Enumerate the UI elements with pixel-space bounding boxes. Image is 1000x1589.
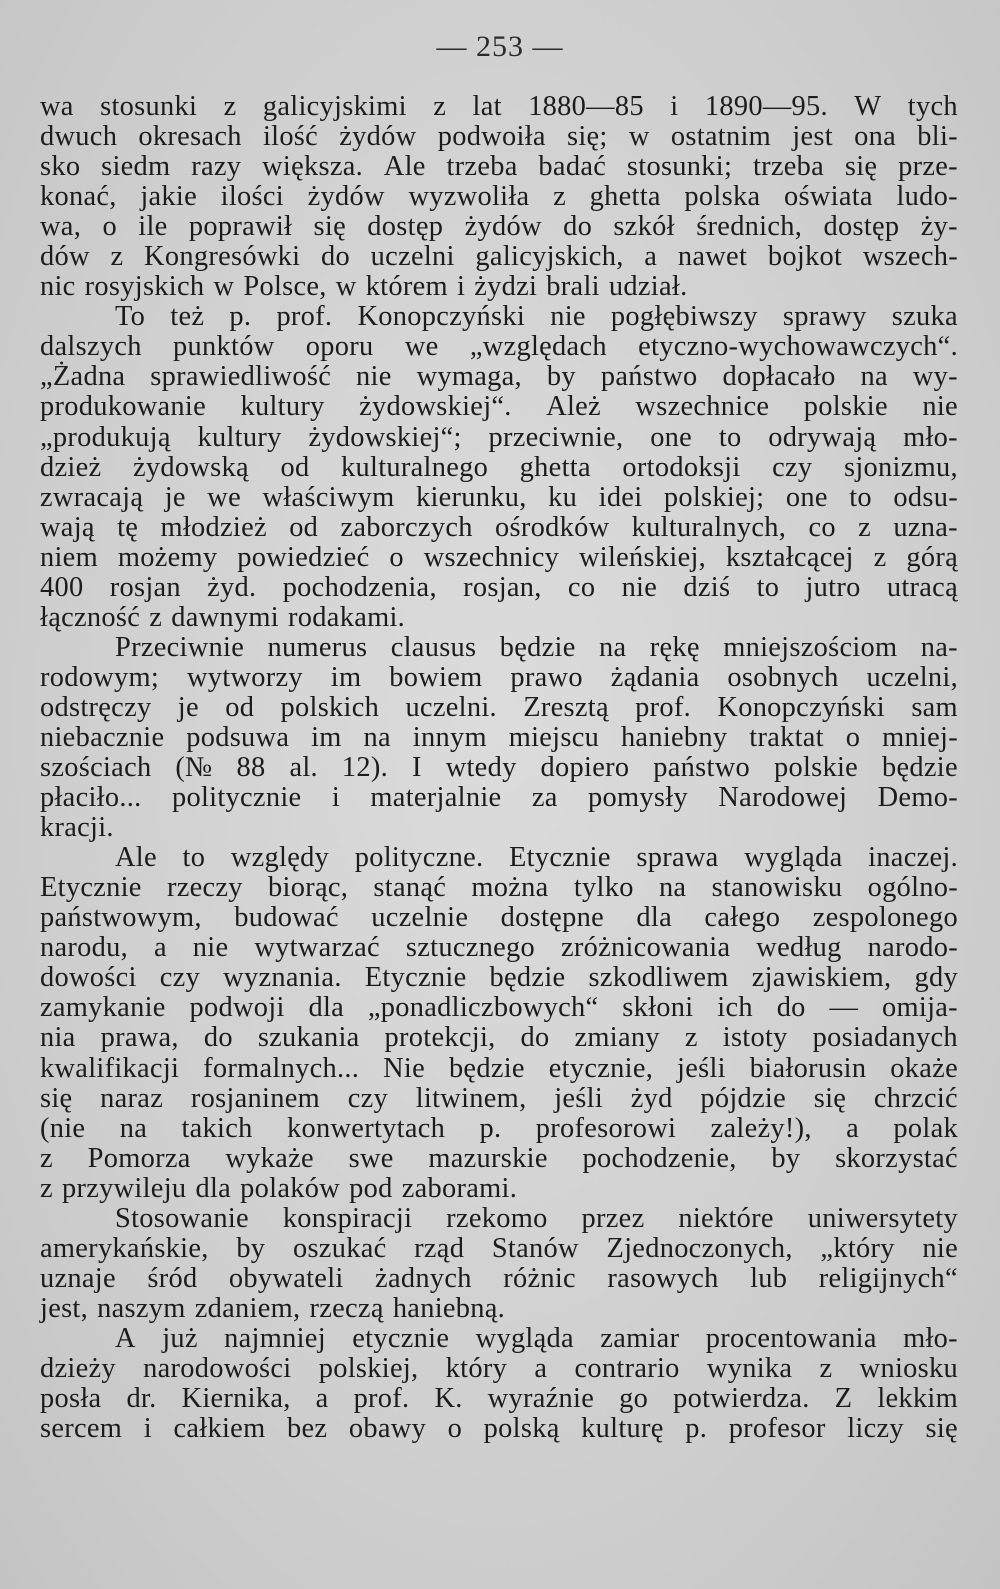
text-line: amerykańskie, by oszukać rząd Stanów Zjednoczonych, „który nie	[40, 1232, 958, 1264]
text-line: płaciło... politycznie i materjalnie za pomysły Narodowej Demo-	[40, 782, 958, 814]
text-line: łączność z dawnymi rodakami.	[40, 601, 406, 633]
text-line: (nie na takich konwertytach p. profesorowi zależy!), a polak	[40, 1112, 958, 1144]
text-line: dzieży narodowości polskiej, który a contrario wynika z wniosku	[40, 1352, 958, 1384]
text-line: nia prawa, do szukania protekcji, do zmiany z istoty posiadanych	[40, 1022, 958, 1054]
text-line: konać, jakie ilości żydów wyzwoliła z ghetta polska oświata ludo-	[40, 181, 958, 213]
text-line: To też p. prof. Konopczyński nie pogłębiwszy sprawy szuka	[115, 301, 958, 333]
text-line: „Żadna sprawiedliwość nie wymaga, by państwo dopłacało na wy-	[40, 361, 958, 393]
text-line: z Pomorza wykaże swe mazurskie pochodzenie, by skorzystać	[40, 1142, 958, 1174]
text-line: Przeciwnie numerus clausus będzie na rękę mniejszościom na-	[115, 631, 958, 663]
text-line: odstręczy je od polskich uczelni. Zresztą prof. Konopczyński sam	[40, 691, 958, 723]
page-number: — 253 —	[436, 30, 564, 63]
text-line: z przywileju dla polaków pod zaborami.	[40, 1172, 518, 1204]
text-line: sko siedm razy większa. Ale trzeba badać stosunki; trzeba się prze-	[40, 151, 958, 183]
text-line: niem możemy powiedzieć o wszechnicy wileńskiej, kształcącej z górą	[40, 541, 958, 573]
text-line: produkowanie kultury żydowskiej“. Ależ wszechnice polskie nie	[40, 391, 958, 423]
text-line: „produkują kultury żydowskiej“; przeciwnie, one to odrywają mło-	[40, 421, 958, 453]
text-line: kwalifikacji formalnych... Nie będzie etycznie, jeśli białorusin okaże	[40, 1052, 958, 1084]
text-line: sercem i całkiem bez obawy o polską kulturę p. profesor liczy się	[40, 1413, 958, 1445]
text-line: Etycznie rzeczy biorąc, stanąć można tylko na stanowisku ogólno-	[40, 872, 958, 904]
text-line: dalszych punktów oporu we „względach etyczno-wychowawczych“.	[40, 331, 958, 363]
text-line: dów z Kongresówki do uczelni galicyjskich, a nawet bojkot wszech-	[40, 241, 958, 273]
text-line: posła dr. Kiernika, a prof. K. wyraźnie go potwierdza. Z lekkim	[40, 1383, 958, 1415]
text-line: Ale to względy polityczne. Etycznie sprawa wygląda inaczej.	[115, 842, 958, 874]
text-line: rodowym; wytworzy im bowiem prawo żądania osobnych uczelni,	[40, 661, 958, 693]
text-line: kracji.	[40, 812, 114, 844]
text-line: uznaje śród obywateli żadnych różnic rasowych lub religijnych“	[40, 1262, 958, 1294]
text-line: jest, naszym zdaniem, rzeczą haniebną.	[40, 1292, 506, 1324]
text-line: narodu, a nie wytwarzać sztucznego zróżnicowania według narodo-	[40, 932, 958, 964]
text-line: dwuch okresach ilość żydów podwoiła się; w ostatnim jest ona bli-	[40, 121, 958, 153]
text-line: nic rosyjskich w Polsce, w którem i żydzi brali udział.	[40, 271, 688, 303]
text-line: zamykanie podwoji dla „ponadliczbowych“ skłoni ich do — omija-	[40, 992, 958, 1024]
text-body	[40, 92, 958, 1444]
text-line: wają tę młodzież od zaborczych ośrodków kulturalnych, co z uzna-	[40, 511, 958, 543]
text-line: wa stosunki z galicyjskimi z lat 1880—85 i 1890—95. W tych	[40, 91, 958, 122]
text-line: się naraz rosjaninem czy litwinem, jeśli żyd pójdzie się chrzcić	[40, 1082, 958, 1114]
text-line: dzież żydowską od kulturalnego ghetta ortodoksji czy sjonizmu,	[40, 451, 958, 483]
text-line: dowości czy wyznania. Etycznie będzie szkodliwem zjawiskiem, gdy	[40, 962, 958, 994]
text-line: zwracają je we właściwym kierunku, ku idei polskiej; one to odsu-	[40, 481, 958, 513]
text-line: A już najmniej etycznie wygląda zamiar procentowania mło-	[115, 1322, 958, 1354]
text-line: państwowym, budować uczelnie dostępne dla całego zespolonego	[40, 902, 958, 934]
text-line: Stosowanie konspiracji rzekomo przez niektóre uniwersytety	[115, 1202, 958, 1234]
text-line: niebacznie podsuwa im na innym miejscu haniebny traktat o mniej-	[40, 721, 958, 753]
text-line: 400 rosjan żyd. pochodzenia, rosjan, co nie dziś to jutro utracą	[40, 571, 958, 603]
text-line: wa, o ile poprawił się dostęp żydów do szkół średnich, dostęp ży-	[40, 211, 958, 243]
text-line: szościach (№ 88 al. 12). I wtedy dopiero państwo polskie będzie	[40, 752, 958, 784]
